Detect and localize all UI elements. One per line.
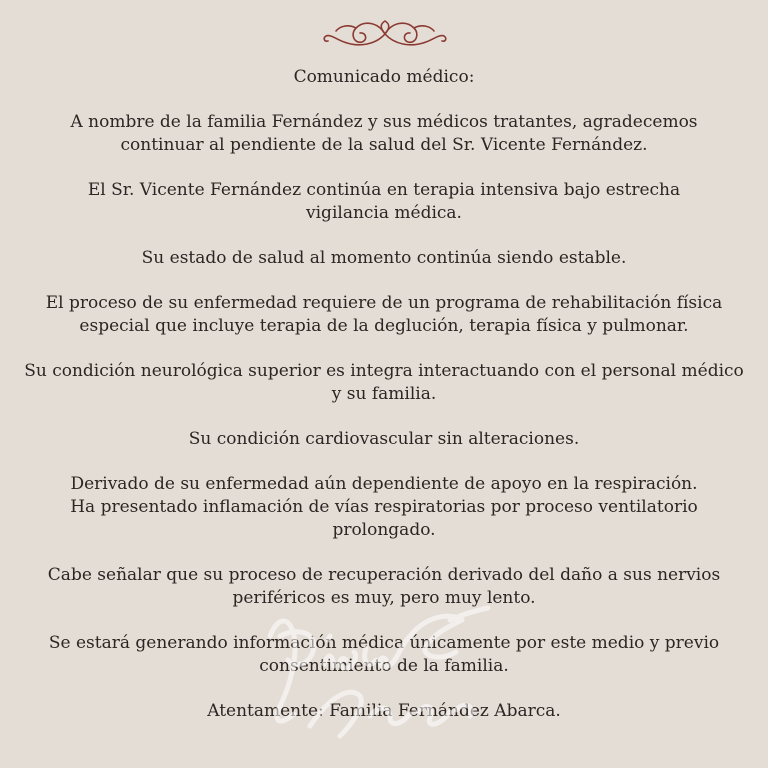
paragraph-line: vigilancia médica. [306, 203, 462, 223]
paragraph [0, 111, 768, 157]
paragraph-line: Su estado de salud al momento continúa siendo estable. [141, 248, 627, 268]
statement-heading: Comunicado médico: [293, 67, 475, 87]
paragraph-line: especial que incluye terapia de la deglución, terapia física y pulmonar. [79, 316, 689, 336]
paragraph-line: El Sr. Vicente Fernández continúa en terapia intensiva bajo estrecha [87, 180, 681, 200]
paragraph-line: Derivado de su enfermedad aún dependiente de apoyo en la respiración. [70, 474, 698, 494]
closing-signature: Atentamente: Familia Fernández Abarca. [207, 701, 561, 721]
paragraph-line: continuar al pendiente de la salud del Sr. Vicente Fernández. [120, 135, 648, 155]
paragraph-line: Cabe señalar que su proceso de recuperación derivado del daño a sus nervios [47, 565, 721, 585]
paragraph [0, 247, 768, 270]
signature-watermark [250, 576, 500, 766]
paragraph-line: Su condición cardiovascular sin alteraciones. [188, 429, 580, 449]
paragraph-line: prolongado. [332, 520, 436, 540]
paragraph-line: El proceso de su enfermedad requiere de un programa de rehabilitación física [45, 293, 723, 313]
paragraph [0, 428, 768, 451]
paragraph [0, 360, 768, 406]
paragraph [0, 473, 768, 542]
paragraph-line: consentimiento de la familia. [259, 656, 509, 676]
paragraph-line: A nombre de la familia Fernández y sus médicos tratantes, agradecemos [70, 112, 698, 132]
paragraph-line: Ha presentado inflamación de vías respiratorias por proceso ventilatorio [70, 497, 698, 517]
paragraph [0, 179, 768, 225]
paragraph [0, 292, 768, 338]
paragraph-line: y su familia. [331, 384, 437, 404]
paragraph-line: periféricos es muy, pero muy lento. [232, 588, 536, 608]
paragraph-line: Se estará generando información médica únicamente por este medio y previo [48, 633, 720, 653]
scroll-flourish-icon [320, 14, 450, 54]
paragraph-line: Su condición neurológica superior es integra interactuando con el personal médico [24, 361, 744, 381]
